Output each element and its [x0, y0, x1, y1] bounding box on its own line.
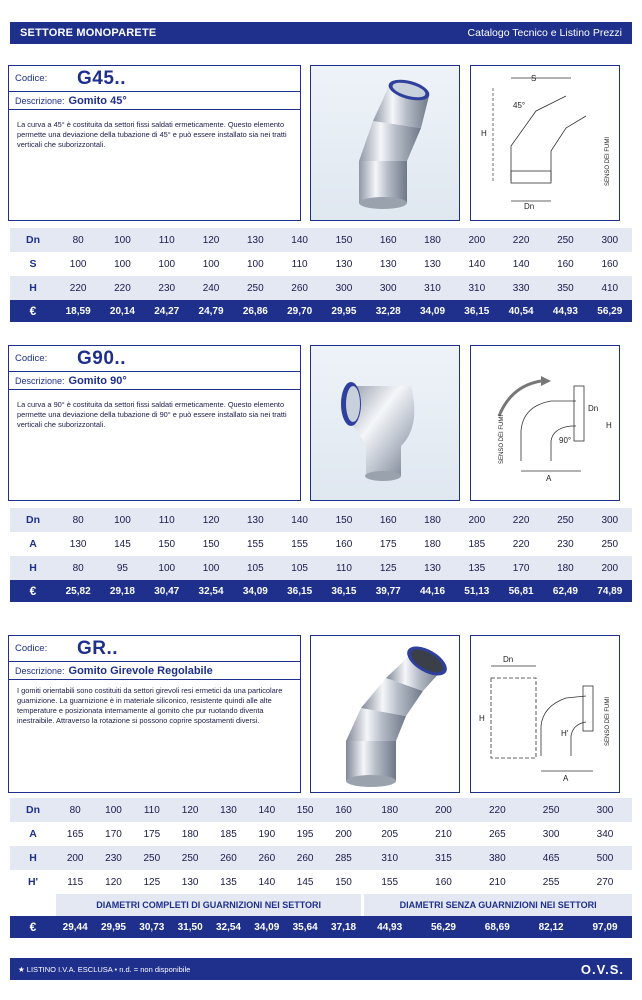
table-cell: 82,12 — [524, 916, 578, 938]
gasket-note-row — [10, 894, 632, 916]
table-cell: 120 — [171, 798, 209, 822]
table-cell: 310 — [363, 846, 417, 870]
table-cell: 500 — [578, 846, 632, 870]
table-cell: 110 — [145, 508, 189, 532]
table-cell: 80 — [56, 508, 100, 532]
table-cell: 180 — [181, 828, 199, 840]
table-cell: 205 — [381, 828, 399, 840]
table-cell: 140 — [277, 228, 321, 252]
page-header — [10, 22, 632, 44]
dim-dn-label: Dn — [588, 404, 599, 413]
table-cell: 30,47 — [145, 580, 189, 602]
table-cell: 250 — [524, 798, 578, 822]
dim-a-label: A — [563, 774, 569, 783]
spec-table-gr — [10, 798, 632, 938]
euro-icon: € — [10, 300, 56, 322]
table-cell: Dn — [10, 508, 56, 532]
product-photo-gr — [310, 635, 460, 793]
table-cell: 220 — [56, 276, 100, 300]
table-cell: 260 — [277, 276, 321, 300]
dim-s-label: S — [531, 74, 537, 83]
table-cell: H — [10, 846, 56, 870]
table-cell: 160 — [366, 228, 410, 252]
table-cell: 29,95 — [94, 916, 132, 938]
product-code: G45.. — [77, 67, 126, 89]
table-cell: 95 — [100, 556, 144, 580]
table-cell: 100 — [100, 228, 144, 252]
table-cell: 300 — [578, 798, 632, 822]
description-label: Descrizione: — [15, 665, 65, 676]
table-cell: 230 — [557, 538, 574, 550]
code-row — [9, 636, 300, 662]
table-cell: 130 — [181, 876, 199, 888]
table-cell: 210 — [435, 828, 452, 840]
table-cell: 265 — [488, 828, 506, 840]
code-label: Codice: — [15, 643, 48, 654]
table-cell: 100 — [158, 258, 176, 270]
table-cell: 155 — [246, 538, 264, 550]
table-cell: 220 — [512, 538, 530, 550]
table-cell: 195 — [296, 828, 314, 840]
description-label: Descrizione: — [15, 95, 65, 106]
table-cell: 135 — [455, 556, 499, 580]
table-cell: 150 — [322, 508, 366, 532]
table-cell: 110 — [145, 228, 189, 252]
table-cell: 32,54 — [209, 916, 247, 938]
table-row — [10, 798, 632, 822]
table-cell: 230 — [94, 846, 132, 870]
description-label: Descrizione: — [15, 375, 65, 386]
table-cell: 310 — [410, 276, 454, 300]
dim-dn-label: Dn — [503, 655, 514, 664]
table-cell: 34,09 — [410, 300, 454, 322]
table-row — [10, 508, 632, 532]
table-cell: 160 — [557, 258, 574, 270]
table-cell: 380 — [470, 846, 524, 870]
technical-drawing-g90 — [470, 345, 620, 501]
table-cell: 300 — [588, 228, 632, 252]
table-cell: A — [29, 538, 37, 550]
table-cell: 175 — [379, 538, 397, 550]
table-cell: 30,73 — [133, 916, 171, 938]
product-info-g45 — [8, 65, 301, 221]
table-row — [10, 252, 632, 276]
footer-note: ★ LISTINO I.V.A. ESCLUSA • n.d. = non disponibile — [18, 964, 191, 974]
table-cell: A — [29, 828, 37, 840]
table-cell: 165 — [66, 828, 84, 840]
table-cell: 185 — [220, 828, 237, 840]
table-cell: 24,79 — [189, 300, 233, 322]
table-row — [10, 870, 632, 894]
smoke-direction-label: SENSO DEI FUMI — [499, 414, 505, 464]
table-cell: 100 — [145, 556, 189, 580]
table-cell: 220 — [499, 508, 543, 532]
table-cell: 44,93 — [543, 300, 587, 322]
catalog-title: Catalogo Tecnico e Listino Prezzi — [467, 27, 622, 39]
table-cell: 34,09 — [248, 916, 286, 938]
table-cell: 200 — [417, 798, 471, 822]
description-row — [9, 372, 300, 390]
table-cell: 200 — [335, 828, 352, 840]
table-cell: 29,44 — [56, 916, 94, 938]
product-description: Gomito Girevole Regolabile — [68, 664, 213, 677]
table-cell: 250 — [133, 846, 171, 870]
table-cell: 180 — [543, 556, 587, 580]
table-cell: 115 — [67, 876, 84, 888]
product-text: La curva a 45° è costituita da settori fissi saldati ermeticamente. Questo elemento permette una deviazione della tubazione di 45° e può essere installato sia nei tratti verticali che suborizzontali. — [17, 120, 287, 149]
smoke-direction-label: SENSO DEI FUMI — [605, 136, 611, 186]
product-photo-g45 — [310, 65, 460, 221]
table-cell: 250 — [233, 276, 277, 300]
table-cell: 24,27 — [145, 300, 189, 322]
angle-label: 45° — [513, 101, 526, 110]
table-cell: 97,09 — [578, 916, 632, 938]
table-cell: 180 — [410, 228, 454, 252]
table-cell: 230 — [145, 276, 189, 300]
table-cell: 285 — [324, 846, 362, 870]
table-cell: 260 — [209, 846, 247, 870]
table-cell: 110 — [133, 798, 171, 822]
spec-table-g90 — [10, 508, 632, 602]
table-cell: 250 — [543, 228, 587, 252]
table-cell: 120 — [189, 508, 233, 532]
table-cell: 200 — [455, 228, 499, 252]
table-cell: 56,29 — [417, 916, 471, 938]
dim-a-label: A — [546, 474, 552, 483]
table-cell: 330 — [499, 276, 543, 300]
table-cell: 130 — [410, 556, 454, 580]
table-row — [10, 532, 632, 556]
table-cell: 20,14 — [100, 300, 144, 322]
table-cell: 250 — [171, 846, 209, 870]
product-info-gr — [8, 635, 301, 793]
table-cell: 130 — [209, 798, 247, 822]
table-cell: 100 — [114, 258, 131, 270]
table-cell: 100 — [94, 798, 132, 822]
table-row — [10, 276, 632, 300]
table-cell: 170 — [499, 556, 543, 580]
table-cell: 160 — [324, 798, 362, 822]
euro-icon: € — [10, 916, 56, 938]
table-cell: 135 — [220, 876, 237, 888]
table-cell: 51,13 — [455, 580, 499, 602]
table-cell: 180 — [410, 508, 454, 532]
product-description: Gomito 90° — [68, 374, 127, 387]
table-cell: 125 — [143, 876, 161, 888]
dim-h2-label: H' — [561, 729, 569, 738]
note-without-gaskets: DIAMETRI SENZA GUARNIZIONI NEI SETTORI — [363, 894, 632, 916]
table-cell: 18,59 — [56, 300, 100, 322]
angle-label: 90° — [559, 436, 572, 445]
table-cell: 155 — [381, 876, 399, 888]
description-row — [9, 92, 300, 110]
spec-table-g45 — [10, 228, 632, 322]
table-cell: 145 — [296, 876, 314, 888]
table-cell: 110 — [322, 556, 366, 580]
table-cell: 315 — [417, 846, 471, 870]
table-cell: 180 — [363, 798, 417, 822]
table-cell: 56,81 — [499, 580, 543, 602]
table-cell: Dn — [10, 798, 56, 822]
table-cell: 31,50 — [171, 916, 209, 938]
table-cell: 29,70 — [277, 300, 321, 322]
table-cell: 29,95 — [322, 300, 366, 322]
description-row — [9, 662, 300, 680]
table-cell: 105 — [233, 556, 277, 580]
table-cell: 250 — [601, 538, 619, 550]
table-cell: 140 — [468, 258, 486, 270]
table-cell: 100 — [246, 258, 264, 270]
technical-drawing-gr — [470, 635, 620, 793]
table-cell: 120 — [105, 876, 122, 888]
table-cell: 145 — [114, 538, 131, 550]
table-cell: 260 — [286, 846, 324, 870]
table-cell: 175 — [143, 828, 161, 840]
table-cell: 150 — [335, 876, 352, 888]
table-cell: 68,69 — [470, 916, 524, 938]
table-cell: 120 — [189, 228, 233, 252]
table-cell: 255 — [542, 876, 560, 888]
table-cell: 160 — [366, 508, 410, 532]
table-cell: 200 — [455, 508, 499, 532]
table-cell: 130 — [335, 258, 353, 270]
table-cell: 300 — [588, 508, 632, 532]
table-cell: H — [10, 556, 56, 580]
note-with-gaskets: DIAMETRI COMPLETI DI GUARNIZIONI NEI SETTORI — [56, 894, 363, 916]
table-cell: 140 — [258, 876, 276, 888]
table-cell: 32,28 — [366, 300, 410, 322]
table-cell: 140 — [248, 798, 286, 822]
table-cell: 220 — [100, 276, 144, 300]
table-cell: 190 — [258, 828, 276, 840]
table-cell: H' — [27, 876, 39, 888]
table-cell: 110 — [291, 258, 308, 270]
dim-h-label: H — [479, 714, 485, 723]
table-cell: 74,89 — [588, 580, 632, 602]
table-cell: 410 — [588, 276, 632, 300]
table-row — [10, 846, 632, 870]
table-cell: 220 — [470, 798, 524, 822]
euro-icon: € — [10, 580, 56, 602]
table-cell: 170 — [105, 828, 122, 840]
table-cell: 140 — [277, 508, 321, 532]
table-cell: 105 — [277, 556, 321, 580]
table-cell: 260 — [248, 846, 286, 870]
table-cell: 155 — [291, 538, 308, 550]
table-cell: 185 — [468, 538, 486, 550]
table-cell: 300 — [366, 276, 410, 300]
table-cell: 160 — [435, 876, 452, 888]
technical-drawing-g45 — [470, 65, 620, 221]
table-row — [10, 228, 632, 252]
table-cell: 56,29 — [588, 300, 632, 322]
price-row — [10, 916, 632, 938]
table-cell: 250 — [543, 508, 587, 532]
table-cell: 130 — [379, 258, 397, 270]
product-photo-g90 — [310, 345, 460, 501]
table-cell: 37,18 — [324, 916, 362, 938]
table-cell: 150 — [286, 798, 324, 822]
table-row — [10, 556, 632, 580]
table-cell: 210 — [488, 876, 506, 888]
smoke-direction-label: SENSO DEI FUMI — [605, 696, 611, 746]
table-cell: H — [10, 276, 56, 300]
table-cell: 34,09 — [233, 580, 277, 602]
product-text: La curva a 90° è costituita da settori fissi saldati ermeticamente. Questo elemento permette una deviazione della tubazione di 90° e può essere installato sia nei tratti verticali che suborizzontali. — [17, 400, 287, 429]
code-label: Codice: — [15, 73, 48, 84]
table-cell: 35,64 — [286, 916, 324, 938]
table-cell: 465 — [524, 846, 578, 870]
dim-dn-label: Dn — [524, 202, 535, 211]
table-cell: 80 — [56, 798, 94, 822]
table-cell: 44,93 — [363, 916, 417, 938]
table-cell: 36,15 — [322, 580, 366, 602]
table-cell: 125 — [366, 556, 410, 580]
table-cell: 270 — [596, 876, 614, 888]
table-cell: 36,15 — [277, 580, 321, 602]
dim-h-label: H — [481, 129, 487, 138]
table-cell: 310 — [455, 276, 499, 300]
table-cell: 350 — [543, 276, 587, 300]
table-cell: 40,54 — [499, 300, 543, 322]
table-cell: 44,16 — [410, 580, 454, 602]
table-cell: 160 — [335, 538, 353, 550]
table-cell: 36,15 — [455, 300, 499, 322]
table-cell: 29,18 — [100, 580, 144, 602]
table-cell: 220 — [499, 228, 543, 252]
brand-logo: O.V.S. — [580, 961, 624, 977]
price-row — [10, 300, 632, 322]
table-cell: 26,86 — [233, 300, 277, 322]
product-info-g90 — [8, 345, 301, 501]
table-cell: 240 — [189, 276, 233, 300]
table-cell: 80 — [56, 556, 100, 580]
table-cell: 300 — [322, 276, 366, 300]
table-cell: 340 — [596, 828, 614, 840]
product-code: GR.. — [77, 637, 119, 659]
table-cell — [10, 894, 56, 916]
table-cell: 130 — [233, 508, 277, 532]
table-row — [10, 822, 632, 846]
section-title: SETTORE MONOPARETE — [20, 27, 157, 39]
table-cell: 100 — [202, 258, 220, 270]
table-cell: 200 — [56, 846, 94, 870]
table-cell: 39,77 — [366, 580, 410, 602]
table-cell: 180 — [424, 538, 441, 550]
table-cell: 200 — [588, 556, 632, 580]
table-cell: 32,54 — [189, 580, 233, 602]
product-text: I gomiti orientabili sono costituiti da settori girevoli resi ermetici da una particolare guarnizione. La guarnizione è in materiale siliconico, resistente quindi alle alte temperature e posizionata internamente al gomito che pur ruotando diventa inestraibile. Attraverso la rotazione si possono coprire spostamenti diversi. — [17, 686, 283, 725]
table-cell: 300 — [542, 828, 560, 840]
table-cell: 150 — [202, 538, 220, 550]
table-cell: 100 — [189, 556, 233, 580]
table-cell: 130 — [69, 538, 87, 550]
code-row — [9, 346, 300, 372]
product-description: Gomito 45° — [68, 94, 127, 107]
table-cell: 80 — [56, 228, 100, 252]
table-cell: 160 — [601, 258, 619, 270]
table-cell: S — [29, 258, 37, 270]
table-cell: 130 — [424, 258, 441, 270]
code-row — [9, 66, 300, 92]
code-label: Codice: — [15, 353, 48, 364]
table-cell: 100 — [100, 508, 144, 532]
product-code: G90.. — [77, 347, 126, 369]
table-cell: 150 — [322, 228, 366, 252]
price-row — [10, 580, 632, 602]
table-cell: 25,82 — [56, 580, 100, 602]
table-cell: Dn — [10, 228, 56, 252]
dim-h-label: H — [606, 421, 612, 430]
table-cell: 100 — [69, 258, 87, 270]
table-cell: 130 — [233, 228, 277, 252]
table-cell: 150 — [158, 538, 176, 550]
table-cell: 140 — [512, 258, 530, 270]
page-footer — [10, 958, 632, 980]
table-cell: 62,49 — [543, 580, 587, 602]
